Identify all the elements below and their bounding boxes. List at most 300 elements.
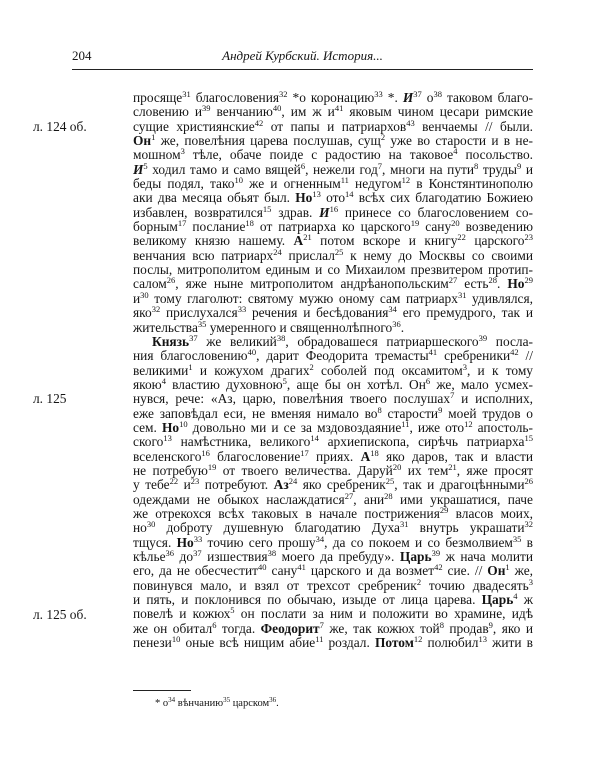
footnote-ref: 4 <box>161 375 166 386</box>
text-run: тому глаголют: святому мужю оному сам патриарх <box>148 290 458 306</box>
footnote-ref: 27 <box>448 275 458 286</box>
body-text <box>133 91 533 650</box>
bold-initial: Но <box>176 534 194 550</box>
text-run: царского и да возмет <box>305 563 435 579</box>
footnote-ref: 19 <box>207 461 217 472</box>
text-run: в Констянтинополю <box>410 176 533 192</box>
text-run: аки два месяца обьят был. <box>133 190 296 206</box>
footnote-ref: 1 <box>505 562 510 573</box>
text-run: повелѣ и кожюх <box>133 606 231 622</box>
footnote-ref: 18 <box>370 447 379 458</box>
footnote-ref: 5 <box>282 375 287 386</box>
footnote-rule <box>133 690 191 691</box>
footnote-ref: 5 <box>230 605 235 616</box>
text-run: царского <box>465 233 525 249</box>
footnote-ref: 2 <box>380 132 386 143</box>
footnote-ref: 24 <box>288 476 298 487</box>
text-run: жити в <box>486 635 533 651</box>
text-run: , да со покоем и со безмолвием <box>324 534 513 550</box>
footnote-ref: 40 <box>247 347 257 358</box>
text-run: *о коронацию <box>287 90 375 105</box>
text-run: здрав. <box>271 204 320 220</box>
text-run: яко <box>133 305 152 321</box>
text-run: посла- <box>487 333 533 349</box>
footnote-ref: 14 <box>345 189 354 200</box>
footnote-ref: 7 <box>450 390 455 401</box>
text-run: недугом <box>348 176 402 192</box>
footnote-ref: 40 <box>272 103 282 114</box>
text-run: точию сего прошу <box>202 534 316 550</box>
text-run: же великий <box>197 333 277 349</box>
text-line <box>133 160 533 177</box>
footnote-ref: 15 <box>524 433 533 444</box>
text-run: ж <box>517 592 533 608</box>
bold-initial: Князь <box>152 333 190 349</box>
text-run: . <box>496 276 508 292</box>
footnote-ref: 17 <box>177 218 187 229</box>
footnote-ref: 13 <box>312 189 321 200</box>
text-run: яко даров, так и власти <box>378 448 533 464</box>
text-run: старости <box>381 405 439 421</box>
footnote-ref: 30 <box>146 519 156 530</box>
text-run: мошном <box>133 147 181 163</box>
text-run: , многи на пути <box>382 161 475 177</box>
text-line <box>133 636 533 650</box>
footnote-ref: 37 <box>193 548 202 558</box>
footnote-ref: 41 <box>428 347 438 358</box>
text-run: тщуся. <box>133 534 177 550</box>
bold-initial: Феодорит <box>260 620 320 636</box>
text-run: сребреники <box>437 348 511 364</box>
footnote-ref: 36 <box>269 696 277 704</box>
text-run: же он обитал <box>133 620 213 636</box>
footnote-ref: 3 <box>528 576 533 587</box>
text-run: не потребую <box>133 462 208 478</box>
text-run: намѣстника, великого <box>171 434 311 450</box>
footnote-ref: 4 <box>513 591 518 602</box>
text-run: сие. // <box>442 563 488 579</box>
text-line <box>133 478 533 492</box>
text-run: изшествия <box>201 549 268 564</box>
text-run: посольство. <box>457 147 533 163</box>
text-run: доброту душевную благодатию Духа <box>155 520 400 536</box>
text-run: принесе со благословением со- <box>338 204 533 220</box>
footnote-ref: 9 <box>488 619 493 630</box>
text-run: // <box>518 348 534 364</box>
footnote-ref: 3 <box>462 361 467 372</box>
running-header <box>72 48 533 68</box>
text-run: умеренного и священнолѣпного <box>206 319 393 335</box>
text-run: , обрадовашеся патриаршеского <box>285 333 479 349</box>
text-run: тогда. <box>216 620 261 636</box>
footnote-ref: 31 <box>400 519 409 530</box>
text-run: сану <box>266 563 298 579</box>
text-run: потом вскоре и книгу <box>311 233 458 249</box>
bold-initial: И <box>319 204 330 220</box>
footnote-ref: 7 <box>377 160 383 171</box>
footnote-ref: 36 <box>392 318 401 329</box>
text-run: уже во старости и в не- <box>385 133 533 149</box>
footnote-ref: 22 <box>169 476 179 487</box>
text-run: , яко и <box>492 620 533 636</box>
text-run: тѣле, обаче поиде с радостию на таковое <box>184 147 454 163</box>
running-title: Андрей Курбский. История... <box>222 48 383 63</box>
text-run: его, да не обесчестит <box>133 563 258 579</box>
footnote-ref: 19 <box>410 218 420 229</box>
footnote-ref: 11 <box>340 175 349 186</box>
footnote-ref: 39 <box>202 103 211 114</box>
text-line <box>133 607 533 621</box>
footnote-ref: 34 <box>315 533 325 544</box>
footnote-ref: 8 <box>474 160 479 171</box>
footnote-ref: 27 <box>344 490 354 501</box>
folio-margin-note: л. 124 об. <box>33 118 87 134</box>
text-run: точию двадесять <box>421 577 529 593</box>
footnote-ref: 39 <box>478 332 488 343</box>
text-run: , и к тому <box>466 362 533 378</box>
text-line <box>133 148 533 162</box>
text-run: сущие християнские <box>133 118 255 134</box>
footnote-ref: 29 <box>439 504 449 515</box>
text-run: же и огненным <box>242 176 341 192</box>
text-run: ж нача молити <box>440 549 534 564</box>
footnote-ref: 42 <box>510 347 519 358</box>
footnote-ref: 24 <box>273 246 282 257</box>
footnote-ref: 42 <box>254 117 264 128</box>
text-run: роздал. <box>323 635 375 651</box>
text-run: его премудрого, так и <box>396 305 534 321</box>
bold-initial: Но <box>295 190 313 206</box>
text-line <box>133 105 533 119</box>
text-line <box>133 564 533 578</box>
footnote-ref: 35 <box>223 696 231 704</box>
text-run: и <box>521 161 533 177</box>
bold-initial: А <box>293 233 304 249</box>
text-run: якою <box>133 376 162 392</box>
footnote-ref: 1 <box>151 132 156 143</box>
footnote-ref: 14 <box>310 433 319 444</box>
footnote-ref: 10 <box>179 418 188 429</box>
text-run: и пять, и поклонився по обычаю, изыде от лица царева. <box>133 592 482 608</box>
footnote-ref: 18 <box>245 218 254 229</box>
text-line <box>133 576 533 593</box>
text-line <box>133 490 533 507</box>
text-run: , яже просят <box>456 462 533 478</box>
text-run: он послати за ним и положити во храмине, идѣ <box>234 606 534 622</box>
bold-initial: Царь <box>399 549 432 564</box>
text-run: есть <box>457 276 489 292</box>
text-line <box>133 277 533 291</box>
text-line <box>133 289 533 306</box>
text-run: сем. <box>133 419 162 435</box>
footnote-ref: 25 <box>334 246 344 257</box>
footnote-ref: 8 <box>377 404 382 415</box>
bold-initial: Он <box>487 563 506 579</box>
footnote-ref: 35 <box>197 318 207 329</box>
footnote-ref: 13 <box>478 634 487 645</box>
text-run: избавлен, возвратился <box>133 204 263 220</box>
footnote-ref: 31 <box>457 289 467 300</box>
text-run: довольно ми и се за мздовоздаяние <box>187 419 402 435</box>
text-run: , яже ныне митрополитом андрѣанопольским <box>175 276 449 292</box>
text-run: от патриарха ко царского <box>253 219 411 235</box>
footnote-ref: 12 <box>401 175 411 186</box>
text-run: властию духовною <box>165 376 283 392</box>
text-run: ото <box>320 190 346 206</box>
footnote-ref: 8 <box>439 619 444 630</box>
text-line <box>133 435 533 449</box>
footnote-ref: 16 <box>329 203 339 214</box>
text-run: благословения <box>190 90 280 105</box>
footnote-ref: 33 <box>237 304 247 315</box>
text-run: . <box>276 698 279 709</box>
text-run: ими украшатися, паче <box>392 491 533 507</box>
text-run: великому князю нашему. <box>133 233 294 249</box>
bold-initial: А <box>360 448 371 464</box>
text-run: потребуют. <box>199 477 274 493</box>
text-line <box>133 349 533 363</box>
text-run: моего да пребуду». <box>276 549 400 564</box>
text-run: послы, митрополитом единым и со Михаилом презвитером протип- <box>133 262 533 278</box>
bold-initial: Он <box>133 133 152 149</box>
footnote-ref: 2 <box>309 361 314 372</box>
text-run: и <box>178 477 191 493</box>
footnote-ref: 37 <box>413 89 422 99</box>
text-run: . <box>400 319 405 335</box>
footnote-ref: 6 <box>212 619 217 630</box>
text-run: вѣнчанию <box>175 698 224 709</box>
footnote-ref: 1 <box>188 361 193 372</box>
footnote-ref: 35 <box>512 533 522 544</box>
text-run: еже заповѣдал еси, не вменяя нимало во <box>133 405 378 421</box>
footnote-ref: 11 <box>401 418 410 429</box>
footnote-ref: 9 <box>438 404 443 415</box>
footnote-ref: 38 <box>267 548 277 558</box>
header-rule <box>72 69 533 70</box>
text-run: благословение <box>209 448 301 464</box>
text-line <box>133 117 533 134</box>
footnote-ref: 26 <box>166 275 176 286</box>
text-run: власов моих, <box>448 505 533 521</box>
text-run: таковом благо- <box>441 90 534 105</box>
text-run: же, так кожюх той <box>323 620 440 636</box>
folio-margin-note: л. 125 <box>33 391 67 407</box>
text-run: от папы и патриархов <box>263 118 407 134</box>
text-line <box>133 306 533 320</box>
text-run: венчанию <box>210 104 273 120</box>
bold-initial: Но <box>507 276 525 292</box>
footnote-ref: 10 <box>234 175 243 186</box>
text-run: же, <box>509 563 533 579</box>
footnote-ref: 13 <box>163 433 172 444</box>
footnote-ref: 29 <box>524 275 533 286</box>
text-run: моей трудов о <box>442 405 533 421</box>
text-run: речения и бесѣдования <box>246 305 389 321</box>
footnote-ref: 32 <box>279 89 288 99</box>
text-run: словению и <box>133 104 203 120</box>
footnote-ref: 28 <box>488 275 497 286</box>
footnote-ref: 21 <box>448 461 457 472</box>
footnote-ref: 33 <box>193 533 203 544</box>
footnote-ref: 7 <box>319 619 324 630</box>
text-line <box>133 619 533 636</box>
footnote-ref: 43 <box>406 117 415 128</box>
text-run: жительства <box>133 319 198 335</box>
footnote-ref: 4 <box>453 146 458 157</box>
text-run: труды <box>478 161 518 177</box>
footnote-ref: 23 <box>190 476 200 487</box>
footnote-ref: 2 <box>416 576 422 587</box>
footnote-ref: 10 <box>171 634 181 645</box>
text-run: апостоль- <box>472 419 533 435</box>
footnote-ref: 25 <box>385 476 395 487</box>
bold-initial: Царь <box>481 592 514 608</box>
footnote-ref: 9 <box>517 160 522 171</box>
text-run: но <box>133 520 147 536</box>
footnote-ref: 23 <box>524 232 533 243</box>
footnote-ref: 41 <box>297 562 306 573</box>
text-line <box>133 404 533 421</box>
footnote-ref: 17 <box>300 447 309 458</box>
text-run: яко сребреник <box>297 477 386 493</box>
footnote-ref: 34 <box>168 696 176 704</box>
text-run: ского <box>133 434 164 450</box>
text-run: и кожухом драгих <box>192 362 310 378</box>
footnote-ref: 21 <box>303 232 312 243</box>
text-run: полюбил <box>422 635 479 651</box>
footnote-ref: 41 <box>334 103 344 114</box>
footnote-ref: 36 <box>165 548 175 558</box>
text-run: у тебе <box>133 477 170 493</box>
text-run: оные всѣ нищим абие <box>180 635 316 651</box>
text-run: одеждами не обыкох наслаждатися <box>133 491 345 507</box>
text-run: великими <box>133 362 189 378</box>
text-run: внутрь украшати <box>408 520 525 536</box>
text-run: от твоего величества. Даруй <box>216 462 393 478</box>
text-run: венчаемы // были. <box>414 118 533 134</box>
text-run: яковым чином цесари римские <box>343 104 534 120</box>
footnote-ref: 11 <box>315 634 324 645</box>
footnote-ref: 5 <box>143 160 148 171</box>
text-run: их тем <box>401 462 449 478</box>
footnote-ref: 38 <box>433 89 442 99</box>
text-run: ходил тамо и само вящей <box>147 161 301 177</box>
footnote-ref: 39 <box>431 548 441 558</box>
text-run: возведению <box>459 219 534 235</box>
footnote-ref: 12 <box>413 634 423 645</box>
text-run: к нему до Москвы со своими <box>343 247 533 263</box>
text-run: салом <box>133 276 167 292</box>
footnote-ref: 3 <box>180 146 185 157</box>
text-run: , аще бы он хотѣл. Он <box>286 376 426 392</box>
text-run: просяще <box>133 90 183 105</box>
text-line <box>133 234 533 248</box>
text-run: удивлялся, <box>466 290 533 306</box>
footnote-ref: 38 <box>276 332 286 343</box>
text-run: вселенского <box>133 448 202 464</box>
text-run: , нежели год <box>305 161 378 177</box>
footnote-ref: 16 <box>201 447 210 458</box>
footnote-ref: 33 <box>374 89 383 99</box>
footnote-ref: 20 <box>451 218 460 229</box>
text-run: повинувся мало, и взял от трехсот сребреник <box>133 577 417 593</box>
text-run: до <box>174 549 194 564</box>
text-run: царском <box>230 698 270 709</box>
footnote-ref: 34 <box>388 304 397 315</box>
footnote-ref: 32 <box>524 519 533 530</box>
text-run: пенези <box>133 635 172 651</box>
bold-initial: И <box>133 161 144 177</box>
footnote-ref: 32 <box>151 304 161 315</box>
folio-margin-note: л. 125 об. <box>33 606 87 622</box>
text-run: соболей под оксамитом <box>313 362 463 378</box>
footnote-ref: 37 <box>189 332 198 343</box>
text-run: о <box>421 90 434 105</box>
text-run: же отрекохся всѣх таковых в начале пострижения <box>133 505 440 521</box>
text-run: всѣх сих благодатию Божиею <box>353 190 533 206</box>
text-line <box>133 203 533 220</box>
footnote-ref: 12 <box>464 418 473 429</box>
text-run: , иже ото <box>409 419 465 435</box>
text-run: послание <box>186 219 246 235</box>
bold-initial: Но <box>161 419 180 435</box>
footnote <box>155 697 279 710</box>
text-run: в <box>521 534 533 550</box>
text-run: венчания всю патриарх <box>133 247 274 263</box>
text-run: прислал <box>281 247 335 263</box>
text-run: ния благословению <box>133 348 248 364</box>
page-number: 204 <box>72 48 92 63</box>
footnote-ref: 6 <box>425 375 431 386</box>
footnote-ref: 31 <box>182 89 191 99</box>
bold-initial: И <box>402 90 414 105</box>
footnote-ref: 22 <box>457 232 466 243</box>
text-run: , дарит Феодорита тремасты <box>256 348 429 364</box>
text-run: * о <box>155 698 169 709</box>
text-line <box>133 392 533 406</box>
footnote-ref: 20 <box>392 461 402 472</box>
text-run: и исполних, <box>454 391 533 407</box>
footnote-ref: 28 <box>384 490 393 501</box>
text-run: прислухался <box>160 305 238 321</box>
text-run: архиепископа, сирѣчь патриарха <box>318 434 525 450</box>
footnote-ref: 15 <box>262 203 272 214</box>
footnote-ref: 6 <box>300 160 306 171</box>
text-line <box>133 447 533 464</box>
text-run: , так и драгоцѣнными <box>394 477 525 493</box>
text-line <box>133 246 533 263</box>
text-run: приях. <box>308 448 361 464</box>
text-run: продав <box>443 620 489 636</box>
text-run: , ани <box>353 491 385 507</box>
footnote-ref: 30 <box>140 289 149 300</box>
text-run: беды подял, тако <box>133 176 235 192</box>
text-run: кѣлье <box>133 549 166 564</box>
text-run: *. <box>382 90 403 105</box>
text-run: же, повелѣния царева послушав, сущ <box>155 133 381 149</box>
text-run: сану <box>419 219 452 235</box>
bold-initial: Аз <box>273 477 289 493</box>
footnote-ref: 40 <box>258 562 267 573</box>
footnote-ref: 26 <box>524 476 534 487</box>
text-run: , им ж и <box>281 104 335 120</box>
text-run: нувся, рече: «Аз, царю, повелѣния твоего послушах <box>133 391 451 407</box>
text-line <box>133 361 533 378</box>
footnote-ref: 42 <box>434 562 443 573</box>
text-run: и <box>133 290 141 306</box>
text-run: же, мало усмех- <box>430 376 533 392</box>
bold-initial: Потом <box>374 635 414 651</box>
